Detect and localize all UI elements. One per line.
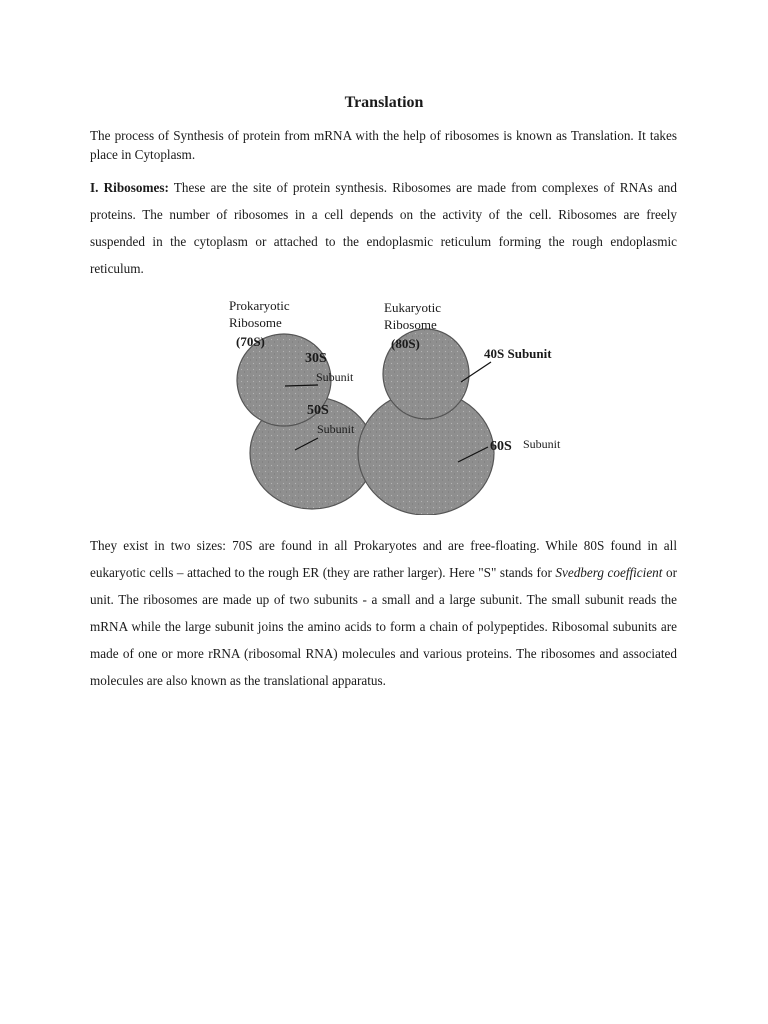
label-30s-value: 30S	[305, 351, 327, 366]
prokaryotic-size: (70S)	[236, 334, 265, 349]
prokaryotic-name-line2: Ribosome	[229, 315, 282, 330]
label-50s-value: 50S	[307, 403, 329, 418]
svedberg-term: Svedberg coefficient	[555, 565, 663, 580]
ribosomes-heading: I. Ribosomes:	[90, 180, 169, 195]
eukaryotic-size: (80S)	[391, 336, 420, 351]
sizes-text-after: or unit. The ribosomes are made up of two subunits - a small and a large subunit. The small subunit reads the mRNA while the large subunit joins the amino acids to form a chain of polypeptides. Ribosomal subunits are made of one or more rRNA (ribosomal RNA) molecules and various proteins. The ribosomes and associated molecules are also known as the translational apparatus.	[90, 565, 677, 688]
label-60s-word: Subunit	[523, 437, 561, 451]
page-title: Translation	[344, 94, 424, 111]
label-40s: 40S Subunit	[484, 346, 552, 361]
eukaryotic-name-line2: Ribosome	[384, 317, 437, 332]
eukaryotic-name-line1: Eukaryotic	[384, 300, 442, 315]
sizes-text-before: They exist in two sizes: 70S are found in all Prokaryotes and are free-floating. While 80S found in all eukaryotic cells – attached to the rough ER (they are rather larger). Here "S" stands for	[90, 538, 677, 580]
intro-paragraph: The process of Synthesis of protein from mRNA with the help of ribosomes is known as Translation. It takes place in Cytoplasm.	[90, 128, 677, 162]
prokaryotic-name-line1: Prokaryotic	[229, 298, 290, 313]
ribosomes-paragraph	[90, 174, 677, 282]
label-30s-word: Subunit	[316, 370, 354, 384]
ribosomes-text: These are the site of protein synthesis. Ribosomes are made from complexes of RNAs and proteins. The number of ribosomes in a cell depends on the activity of the cell. Ribosomes are freely suspended in the cytoplasm or attached to the endoplasmic reticulum forming the rough endoplasmic reticulum.	[90, 180, 677, 276]
ribosome-figure	[192, 290, 582, 515]
label-50s-word: Subunit	[317, 422, 355, 436]
label-60s-value: 60S	[490, 439, 512, 454]
sizes-paragraph	[90, 532, 677, 694]
ribosome-diagram	[192, 290, 582, 515]
